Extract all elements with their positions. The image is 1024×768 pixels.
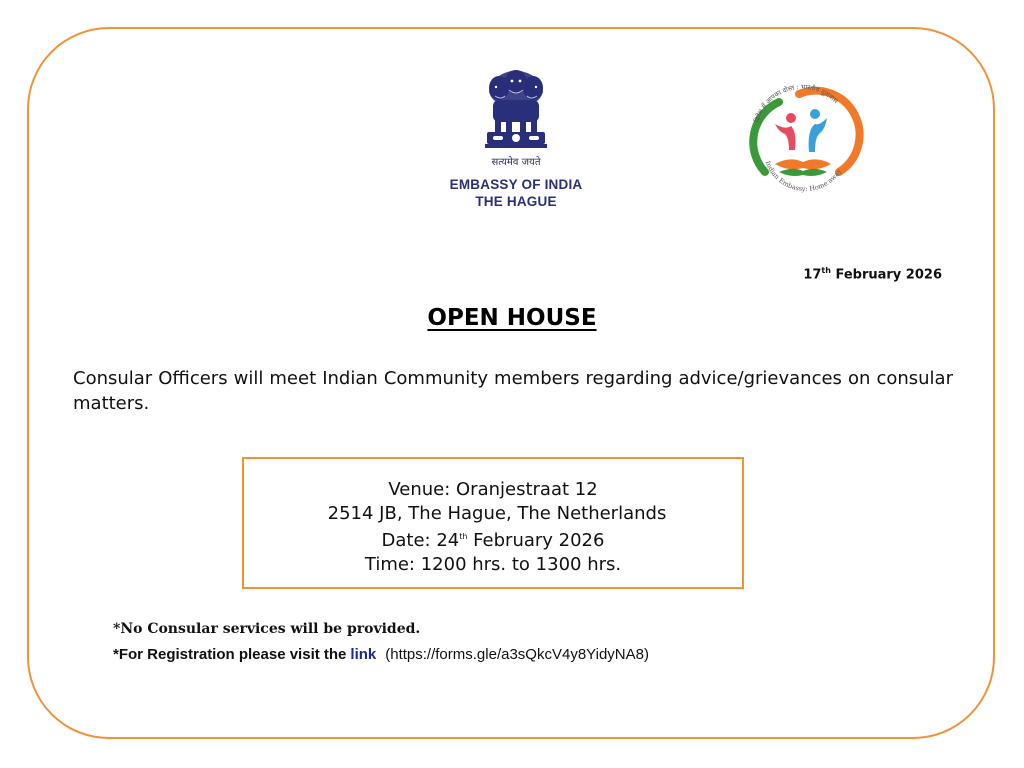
registration-url: (https://forms.gle/a3sQkcV4y8YidyNA8)	[385, 646, 649, 663]
registration-note	[113, 646, 649, 663]
venue-address: 2514 JB, The Hague, The Netherlands	[327, 502, 667, 524]
event-date	[244, 525, 742, 553]
indian-embassy-logo	[735, 72, 870, 207]
event-date-prefix: Date: 24	[381, 530, 460, 551]
date-suffix: th	[821, 266, 831, 275]
date-day: 17	[803, 267, 822, 283]
no-services-note: *No Consular services will be provided.	[113, 621, 421, 637]
date-rest: February 2026	[830, 267, 942, 283]
announcement-body: Consular Officers will meet Indian Community members regarding advice/grievances on consular matters.	[73, 368, 953, 414]
event-date-rest: February 2026	[467, 530, 605, 551]
venue-details-box	[242, 457, 744, 589]
document-date	[800, 266, 942, 282]
emblem-motto: सत्यमेव जयते	[491, 157, 541, 168]
embassy-name-line1: EMBASSY OF INDIA	[449, 177, 583, 192]
registration-link[interactable]: link	[350, 646, 377, 663]
venue-line: Venue: Oranjestraat 12	[388, 479, 598, 500]
logo-top-text: विदेश में आपका दोस्त : भारतीय दूतावास	[752, 82, 840, 124]
event-time: Time: 1200 hrs. to 1300 hrs.	[364, 553, 622, 575]
event-date-suffix: th	[459, 532, 468, 541]
national-emblem-icon	[481, 66, 551, 154]
logo-bottom-text: Indian Embassy: Home away	[763, 159, 844, 194]
embassy-name	[446, 176, 586, 210]
embassy-header	[446, 66, 586, 216]
home-away-from-home-logo-icon	[735, 72, 870, 207]
page-title: OPEN HOUSE	[427, 305, 597, 331]
registration-prefix: *For Registration please visit the	[113, 646, 347, 663]
embassy-name-line2: THE HAGUE	[475, 194, 557, 209]
